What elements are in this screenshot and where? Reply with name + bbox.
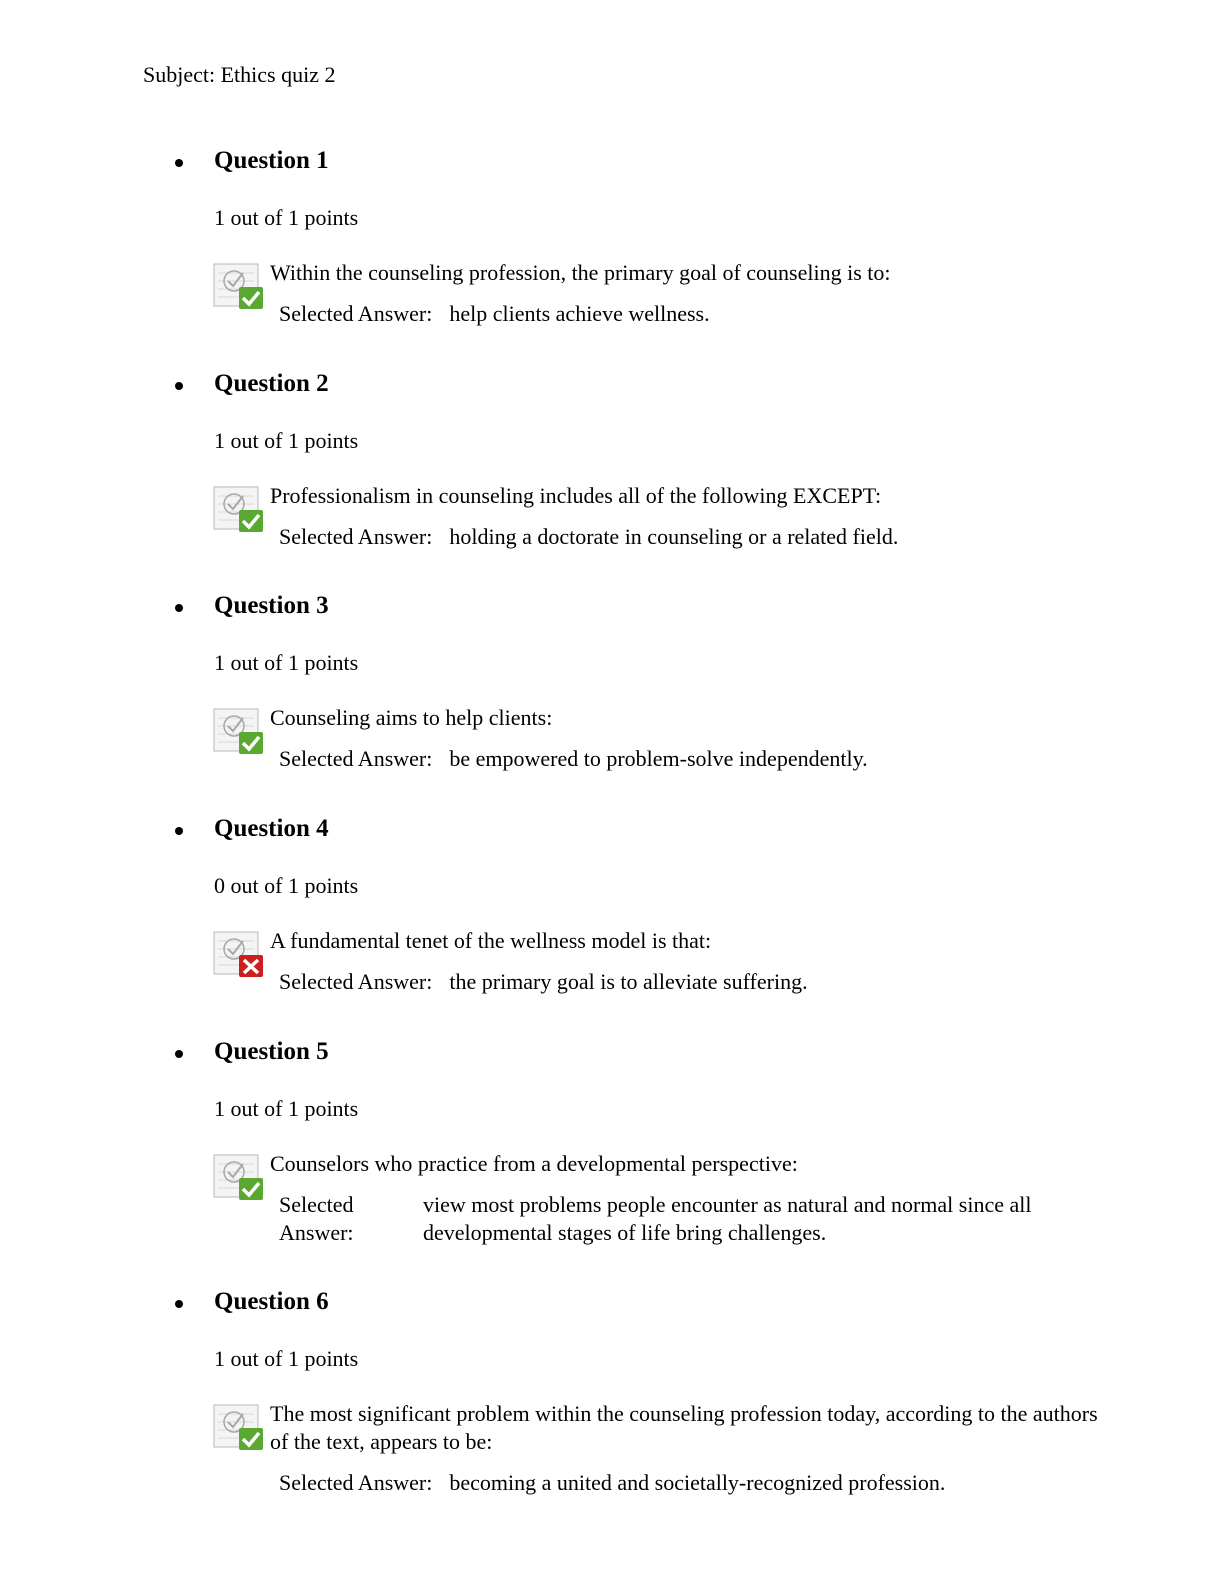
- selected-answer-row: [279, 300, 710, 328]
- question-text: Professionalism in counseling includes all of the following EXCEPT:: [270, 483, 882, 508]
- selected-answer-label: Selected Answer:: [279, 746, 433, 771]
- selected-answer-value: view most problems people encounter as natural and normal since all developmental stages of life bring challenges.: [423, 1192, 1032, 1245]
- bullet-icon: [175, 382, 183, 390]
- selected-answer-row: [279, 968, 808, 996]
- question-points: 1 out of 1 points: [214, 428, 359, 453]
- correct-check-icon: [213, 261, 265, 313]
- correct-check-icon: [213, 1152, 265, 1204]
- question-text: The most significant problem within the counseling profession today, according to the authors of the text, appears to be:: [270, 1401, 1098, 1454]
- selected-answer-value: be empowered to problem-solve independently.: [449, 746, 868, 771]
- selected-answer-label: Selected Answer:: [279, 969, 433, 994]
- incorrect-x-icon: [213, 929, 265, 981]
- bullet-icon: [175, 604, 183, 612]
- selected-answer-value: holding a doctorate in counseling or a related field.: [449, 524, 899, 549]
- selected-answer-value: the primary goal is to alleviate suffering.: [449, 969, 808, 994]
- question-title: Question 6: [214, 1288, 329, 1315]
- correct-check-icon: [213, 1402, 265, 1454]
- selected-answer-value: becoming a united and societally-recognized profession.: [449, 1470, 946, 1495]
- selected-answer-label: [279, 1191, 379, 1247]
- correct-check-icon: [213, 706, 265, 758]
- question-points: 1 out of 1 points: [214, 205, 359, 230]
- selected-answer-label: Selected Answer:: [279, 301, 433, 326]
- bullet-icon: [175, 159, 183, 167]
- question-title: Question 5: [214, 1038, 329, 1065]
- question-title: Question 1: [214, 147, 329, 174]
- subject-line: Subject: Ethics quiz 2: [143, 62, 336, 87]
- question-title: Question 4: [214, 815, 329, 842]
- question-text: Counseling aims to help clients:: [270, 705, 553, 730]
- selected-answer-row: [279, 745, 868, 773]
- question-points: 1 out of 1 points: [214, 650, 359, 675]
- bullet-icon: [175, 1050, 183, 1058]
- selected-answer-label: Selected Answer:: [279, 1470, 433, 1495]
- question-title: Question 2: [214, 370, 329, 397]
- selected-answer-row: [279, 1469, 945, 1497]
- question-text: A fundamental tenet of the wellness model is that:: [270, 928, 712, 953]
- selected-answer-label: Selected Answer:: [279, 524, 433, 549]
- bullet-icon: [175, 1300, 183, 1308]
- selected-answer-value: help clients achieve wellness.: [449, 301, 710, 326]
- question-title: Question 3: [214, 592, 329, 619]
- question-text: Counselors who practice from a developmental perspective:: [270, 1151, 798, 1176]
- question-points: 1 out of 1 points: [214, 1096, 359, 1121]
- selected-answer-row: [279, 523, 898, 551]
- selected-answer-label-line1: Selected: [279, 1192, 354, 1217]
- question-points: 1 out of 1 points: [214, 1346, 359, 1371]
- question-text: Within the counseling profession, the primary goal of counseling is to:: [270, 260, 891, 285]
- question-points: 0 out of 1 points: [214, 873, 359, 898]
- correct-check-icon: [213, 484, 265, 536]
- selected-answer-label-line2: Answer:: [279, 1220, 354, 1245]
- bullet-icon: [175, 827, 183, 835]
